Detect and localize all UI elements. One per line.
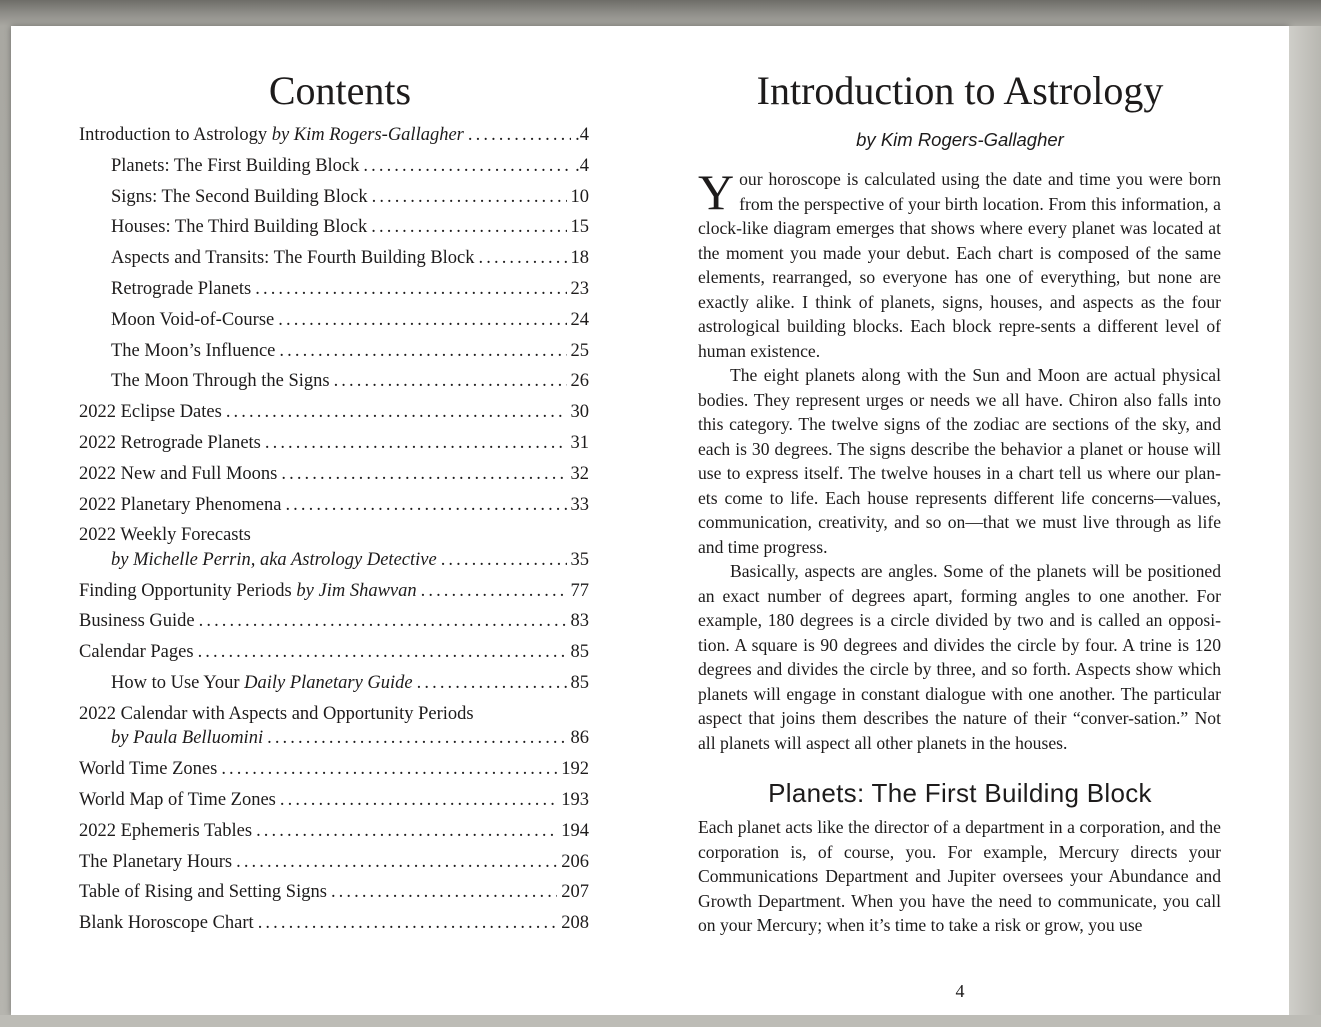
leader-dots [256, 819, 557, 844]
toc-page-number: 25 [570, 340, 589, 361]
toc-page-number: 23 [570, 278, 589, 299]
page-edge [1289, 26, 1321, 1027]
toc-page-number: 31 [570, 432, 589, 453]
toc-entry-title: 2022 New and Full Moons [79, 463, 278, 484]
leader-dots [221, 757, 557, 782]
leader-dots [441, 548, 567, 573]
toc-entry[interactable] [79, 880, 589, 911]
toc-entry[interactable] [79, 462, 589, 493]
toc-entry[interactable] [79, 185, 589, 216]
toc-page-number: 10 [570, 186, 589, 207]
toc-page-number: 193 [561, 789, 589, 810]
leader-dots [258, 911, 558, 936]
toc-page-number: 24 [570, 309, 589, 330]
toc-entry-title: 2022 Eclipse Dates [79, 402, 222, 423]
toc-page-number: .4 [575, 155, 589, 176]
leader-dots [280, 788, 557, 813]
toc-entry-title: Moon Void-of-Course [111, 309, 275, 330]
leader-dots [371, 215, 566, 240]
toc-entry-title: Signs: The Second Building Block [111, 186, 368, 207]
toc-entry[interactable] [79, 702, 589, 757]
toc-entry[interactable] [79, 400, 589, 431]
toc-entry-title: The Moon’s Influence [111, 340, 276, 361]
section-body [698, 815, 1221, 938]
toc-entry[interactable] [79, 788, 589, 819]
leader-dots [331, 880, 557, 905]
contents-title: Contents [268, 68, 412, 113]
leader-dots [417, 671, 567, 696]
toc-entry[interactable] [79, 308, 589, 339]
toc-entry[interactable] [79, 246, 589, 277]
toc-entry[interactable] [79, 339, 589, 370]
toc-page-number: 83 [570, 611, 589, 632]
toc-page-number: 18 [570, 248, 589, 269]
toc-page-number: 208 [561, 913, 589, 934]
leader-dots [372, 185, 567, 210]
toc-entry-title: 2022 Calendar with Aspects and Opportunity Periods [79, 703, 474, 724]
toc-page-number: 77 [570, 580, 589, 601]
intro-byline: by Kim Rogers-Gallagher [856, 129, 1064, 150]
table-of-contents [79, 123, 589, 942]
toc-entry[interactable] [79, 123, 589, 154]
leader-dots [281, 462, 566, 487]
toc-page-number: 85 [570, 673, 589, 694]
toc-entry-title: Retrograde Planets [111, 278, 252, 299]
toc-page-number: 26 [570, 371, 589, 392]
toc-entry-author: by Paula Belluomini [111, 728, 264, 749]
toc-entry[interactable] [79, 431, 589, 462]
toc-entry[interactable] [79, 640, 589, 671]
toc-entry-title: 2022 Weekly Forecasts [79, 525, 251, 546]
section-heading: Planets: The First Building Block [768, 778, 1152, 808]
toc-entry-title: 2022 Planetary Phenomena [79, 494, 282, 515]
paragraph: The eight planets along with the Sun and Moon are actual physical bodies. They represent urges or needs we all have. Chiron also falls into this category. The twelve signs of the zodiac are sections of the sky, and each is 30 degrees. The signs describe the behavior a planet or house will use to express itself. The twelve houses in a chart tell us where our plan-ets come to life. Each house represents different life concerns—values, communication, creativity, and so on—that we must live through as life and time progress. [698, 365, 1221, 557]
leader-dots [479, 246, 567, 271]
leader-dots [363, 154, 571, 179]
toc-entry[interactable] [79, 215, 589, 246]
toc-entry-author: by Kim Rogers-Gallagher [271, 125, 464, 145]
toc-entry[interactable] [79, 671, 589, 702]
toc-entry-title: The Planetary Hours [79, 851, 233, 872]
leader-dots [199, 609, 567, 634]
intro-body [698, 164, 1221, 755]
toc-page-number: 35 [570, 549, 589, 570]
toc-entry[interactable] [79, 609, 589, 640]
leader-dots [334, 369, 567, 394]
toc-page-number: 32 [570, 463, 589, 484]
toc-page-number: 192 [561, 759, 589, 780]
paragraph: Each planet acts like the director of a department in a corporation, and the corporation is, of course, you. For example, Mercury directs your Communications Department and Jupiter oversees your Abundance and Growth Department. When you have the need to communicate, you call on your Mercury; when it’s time to take a risk or grow, you use [698, 817, 1221, 935]
toc-page-number: 206 [561, 851, 589, 872]
toc-entry-title: The Moon Through the Signs [111, 371, 330, 392]
leader-dots [265, 431, 567, 456]
toc-entry[interactable] [79, 579, 589, 610]
toc-page-number: .4 [575, 125, 589, 145]
leader-dots [421, 579, 567, 604]
page-bottom-edge [0, 1015, 1321, 1027]
toc-entry[interactable] [79, 819, 589, 850]
intro-title: Introduction to Astrology [756, 68, 1164, 113]
toc-entry-title: Planets: The First Building Block [111, 155, 360, 176]
page-number: 4 [955, 981, 965, 1001]
toc-entry-author: Daily Planetary Guide [244, 673, 413, 694]
toc-entry[interactable] [79, 911, 589, 942]
leader-dots [279, 339, 566, 364]
leader-dots [278, 308, 566, 333]
toc-entry-title: Table of Rising and Setting Signs [79, 882, 327, 903]
toc-entry-title: Blank Horoscope Chart [79, 913, 254, 934]
leader-dots [468, 123, 571, 148]
toc-page-number: 85 [570, 642, 589, 663]
toc-page-number: 86 [570, 728, 589, 749]
toc-page-number: 33 [570, 494, 589, 515]
toc-entry-title: World Map of Time Zones [79, 789, 276, 810]
toc-page-number: 30 [570, 402, 589, 423]
drop-cap: Y [698, 164, 735, 220]
toc-entry-title: Calendar Pages [79, 642, 194, 663]
leader-dots [255, 277, 566, 302]
toc-page-number: 194 [561, 820, 589, 841]
toc-page-number: 15 [570, 217, 589, 238]
toc-entry-title: Introduction to Astrology [79, 125, 272, 145]
toc-entry-title: World Time Zones [79, 759, 218, 780]
toc-entry-title: How to Use Your [111, 673, 245, 694]
toc-entry[interactable] [79, 757, 589, 788]
toc-page-number: 207 [561, 882, 589, 903]
toc-entry[interactable] [79, 154, 589, 185]
toc-entry-author: by Michelle Perrin, aka Astrology Detective [111, 549, 437, 570]
toc-entry-title: 2022 Ephemeris Tables [79, 820, 253, 841]
toc-entry[interactable] [79, 523, 589, 578]
toc-entry-title: Business Guide [79, 611, 195, 632]
toc-entry-title: Finding Opportunity Periods [79, 580, 297, 601]
toc-entry-title: 2022 Retrograde Planets [79, 432, 261, 453]
toc-entry-title: Houses: The Third Building Block [111, 217, 368, 238]
toc-entry-title: Aspects and Transits: The Fourth Building Block [111, 248, 475, 269]
paragraph: Your horoscope is calculated using the date and time you were born from the perspective of your birth location. From this information, a clock-like diagram emerges that shows where every planet was located at the moment you made your debut. Each chart is composed of the same elements, rearranged, so everyone has one of everything, but none are exactly alike. I think of planets, signs, houses, and aspects as the four astrological building blocks. Each block repre-sents a different level of human existence. [698, 164, 1221, 361]
toc-entry[interactable] [79, 369, 589, 400]
leader-dots [198, 640, 567, 665]
leader-dots [267, 726, 566, 751]
toc-entry[interactable] [79, 850, 589, 881]
toc-entry-author: by Jim Shawvan [296, 580, 417, 601]
leader-dots [285, 493, 566, 518]
leader-dots [226, 400, 567, 425]
paragraph: Basically, aspects are angles. Some of the planets will be positioned an exact number of degrees apart, forming angles to one another. For example, 180 degrees is a circle divided by two and is called an opposi-tion. A square is 90 degrees and divides the circle by four. A trine is 120 degrees and divides the circle by three, and so forth. Aspects show which planets will engage in constant dialogue with one another. The particular aspect that joins them describes the nature of their “conver-sation.” Not all planets will aspect all other planets in the houses. [698, 561, 1221, 753]
toc-entry[interactable] [79, 493, 589, 524]
toc-entry[interactable] [79, 277, 589, 308]
leader-dots [236, 850, 557, 875]
